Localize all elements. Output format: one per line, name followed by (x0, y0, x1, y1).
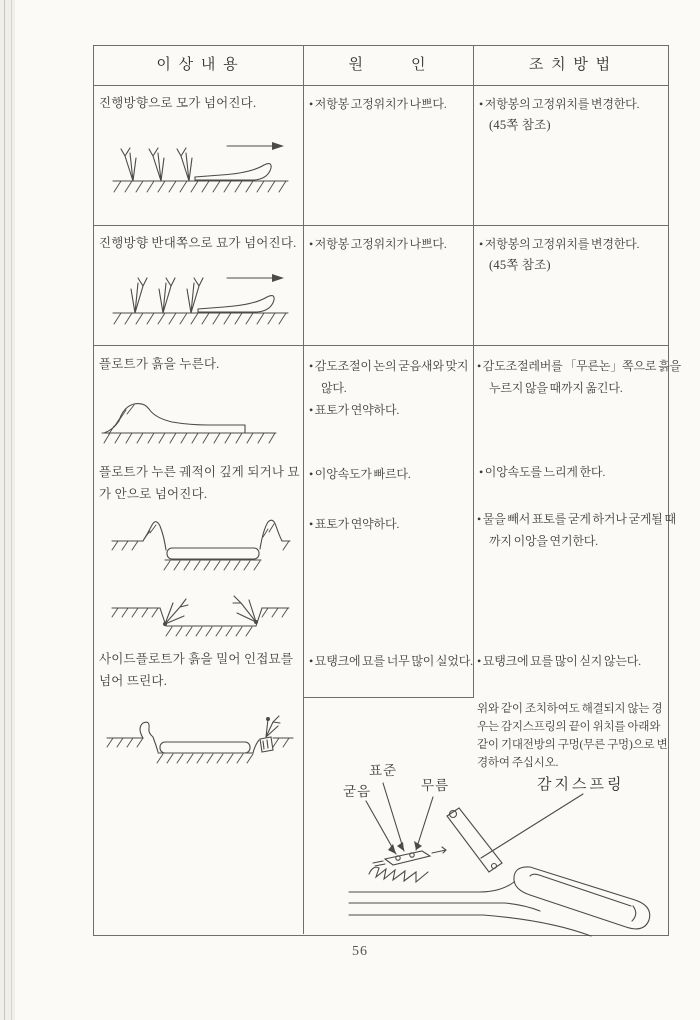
remedy-text: • 묘탱크에 묘를 많이 싣지 않는다. (477, 654, 641, 668)
cause-text: • 표토가 연약하다. (309, 403, 400, 417)
problem-text: 플로트가 누른 궤적이 깊게 되거나 묘가 안으로 넘어진다. (99, 465, 300, 501)
figure-deep-track (108, 505, 293, 567)
header-abnormality: 이 상 내 용 (156, 57, 240, 73)
remedy-text: • 저항봉의 고정위치를 변경한다. (479, 97, 640, 111)
header-remedy: 조 치 방 법 (528, 57, 613, 73)
sensing-spring-diagram (333, 756, 668, 932)
problem-text: 진행방향으로 모가 넘어진다. (99, 96, 257, 110)
row-divider-2 (93, 345, 668, 346)
row-divider-1 (93, 225, 668, 226)
remedy-text: • 물을 빼서 표토를 굳게 하거나 굳게될 때까지 이앙을 연기한다. (477, 512, 676, 548)
remedy-text: • 저항봉의 고정위치를 변경한다. (479, 237, 640, 251)
remedy-reference: (45쪽 참조) (489, 258, 551, 272)
book-spine-edge (0, 0, 15, 1020)
cause-text: • 저항봉 고정위치가 나쁘다. (309, 237, 447, 251)
label-soft: 무름 (421, 778, 450, 793)
remedy-text: • 이앙속도를 느리게 한다. (479, 465, 606, 479)
label-sensing-spring: 감지스프링 (537, 777, 625, 793)
remedy-reference: (45쪽 참조) (489, 118, 551, 132)
page-edge-line (11, 0, 12, 1020)
problem-text: 플로트가 흙을 누른다. (99, 357, 220, 371)
label-standard: 표준 (369, 763, 398, 778)
column-divider-1 (303, 45, 304, 934)
cause-text: • 묘탱크에 묘를 너무 많이 실었다. (309, 654, 473, 668)
figure-float-pressing-soil (98, 383, 283, 451)
label-hard: 굳음 (343, 784, 372, 799)
figure-seedlings-fall-forward (105, 133, 295, 211)
header-cause: 원 인 (348, 57, 428, 73)
header-underline (93, 85, 668, 86)
page-number: 56 (352, 944, 368, 959)
page-edge-line (4, 0, 5, 1020)
figure-side-float-pushes-soil (103, 700, 298, 772)
problem-text: 사이드플로트가 흙을 밀어 인접묘를 넘어 뜨린다. (99, 652, 294, 688)
additional-note: 위와 같이 조치하여도 해결되지 않는 경우는 감지스프링의 끝이 위치를 아래와 같이 기대전방의 구멍(무른 구멍)으로 변경하여 주십시오. (477, 703, 668, 769)
cause-text: • 감도조절이 논의 굳음새와 맞지 않다. (309, 359, 469, 395)
cause-box-bottom (303, 697, 474, 698)
figure-seedlings-fall-inward (108, 578, 293, 636)
cause-text: • 이앙속도가 빠르다. (309, 467, 411, 481)
cause-text: • 저항봉 고정위치가 나쁘다. (309, 97, 447, 111)
remedy-text: • 감도조절레버를 「무른논」쪽으로 흙을 누르지 않을 때까지 옮긴다. (477, 359, 681, 395)
cause-text: • 표토가 연약하다. (309, 517, 400, 531)
problem-text: 진행방향 반대쪽으로 묘가 넘어진다. (99, 236, 297, 250)
figure-seedlings-fall-backward (105, 265, 295, 343)
